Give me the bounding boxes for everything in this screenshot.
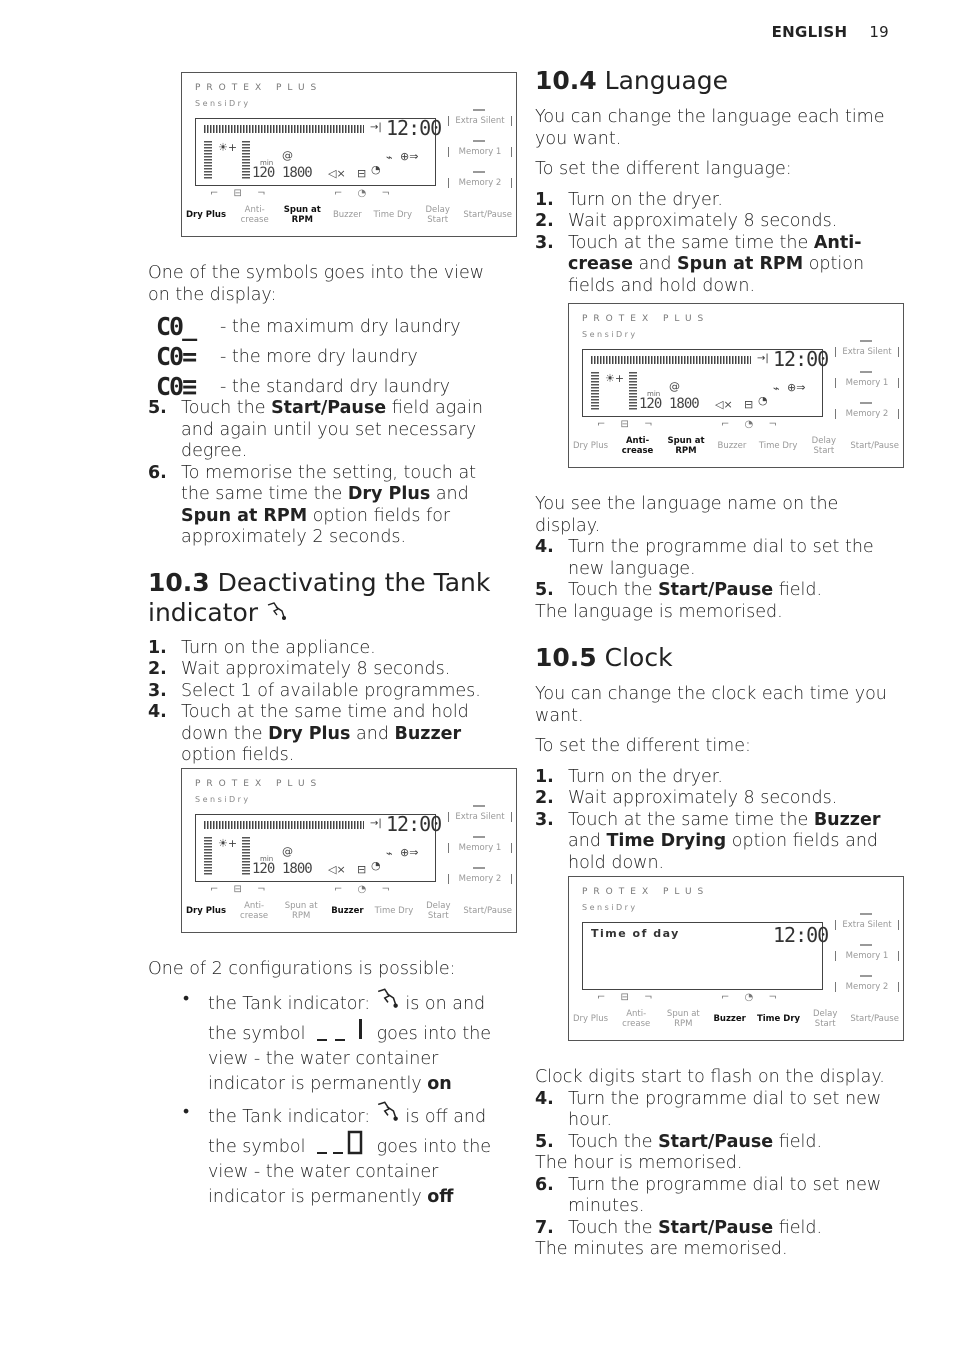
list-item: • the Tank indicator: is on and the symbol goes into the view - the water container indicator is permanently on: [183, 988, 492, 1094]
water-container-empty-symbol: [311, 1130, 371, 1156]
panel-subbrand: SensiDry: [582, 330, 638, 339]
delay-icon: ⊟: [357, 863, 367, 876]
panel-brand: PROTEX PLUS: [195, 779, 323, 789]
dry-plus-button[interactable]: Dry Plus: [573, 440, 609, 451]
level-bars-right: [242, 837, 250, 875]
control-panel-3: [568, 303, 904, 468]
globe-icon: ⊕⇒: [400, 846, 419, 859]
panel-indicator-marks: ⌐ ⊟ ¬: [597, 419, 659, 430]
panel-indicator-marks: ⌐ ◔ ¬: [721, 992, 783, 1003]
clock-steps: [535, 767, 887, 875]
control-panel-1: [181, 72, 517, 237]
program-time: 120: [252, 165, 275, 181]
symbol-row: [148, 372, 498, 401]
right-column-bottom: [535, 1067, 887, 1261]
extra-silent-button[interactable]: Extra Silent: [835, 347, 899, 357]
panel-button-row: [573, 437, 899, 456]
globe-icon: ⊕⇒: [787, 381, 806, 394]
end-arrow-icon: →|: [370, 122, 382, 133]
memory-2-button[interactable]: Memory 2: [835, 409, 899, 419]
paragraph: The language is memorised.: [535, 601, 783, 622]
level-bars-left: [204, 837, 212, 875]
clock-readout: 12:00: [773, 347, 829, 371]
end-arrow-icon: →|: [370, 818, 382, 829]
clock-steps-c: [535, 1175, 887, 1240]
panel-subbrand: SensiDry: [195, 99, 251, 108]
start-pause-button[interactable]: Start/Pause: [463, 209, 512, 220]
level-bars-right: [629, 372, 637, 410]
delay-start-button[interactable]: Delay Start: [426, 901, 451, 921]
panel-indicator-marks: ⌐ ◔ ¬: [721, 419, 783, 430]
rpm-readout: 1800: [282, 165, 312, 181]
spin-icon: @: [282, 845, 293, 858]
right-column: [535, 66, 887, 297]
dry-level-symbol: C0=: [156, 342, 196, 371]
paragraph: Clock digits start to flash on the display.: [535, 1067, 885, 1087]
list-item: 4. Turn the programme dial to set the new language.: [535, 537, 874, 579]
symbol-row: [148, 313, 498, 343]
list-item: 3. Touch at the same time the Buzzer and Time Drying option fields and hold down.: [535, 809, 881, 873]
tank-icon: ⌁: [386, 151, 393, 164]
level-bars-right: [242, 141, 250, 179]
memory-1-button[interactable]: Memory 1: [835, 951, 899, 961]
min-label: min: [260, 159, 274, 167]
level-bars-left: [204, 141, 212, 179]
progress-bar: [591, 356, 751, 364]
buzzer-icon: ◁×: [328, 863, 346, 876]
program-time: 120: [252, 861, 275, 877]
left-column-bottom: [148, 959, 508, 1210]
delay-start-button[interactable]: Delay Start: [811, 436, 837, 456]
language-steps: [535, 190, 887, 298]
list-item: 2. Wait approximately 8 seconds.: [148, 659, 451, 679]
panel-subbrand: SensiDry: [195, 795, 251, 804]
end-arrow-icon: →|: [757, 353, 769, 364]
panel-display: [195, 812, 442, 882]
sun-icon: ☀+: [218, 141, 238, 154]
paragraph: You can change the clock each time you want.: [535, 684, 887, 726]
spun-rpm-button[interactable]: Spun at RPM: [667, 436, 705, 456]
panel-indicator-marks: ⌐ ⊟ ¬: [210, 884, 272, 895]
start-pause-button[interactable]: Start/Pause: [850, 1013, 899, 1024]
dry-plus-button[interactable]: Dry Plus: [186, 905, 227, 916]
time-dry-button[interactable]: Time Dry: [756, 1013, 801, 1024]
panel-brand: PROTEX PLUS: [582, 314, 710, 324]
clock-icon: ◔: [371, 163, 381, 176]
left-column: [148, 263, 498, 767]
list-item: 4. Turn the programme dial to set new hour.: [535, 1088, 882, 1130]
symbol-row: [148, 343, 498, 373]
list-item: 5. Touch the Start/Pause field.: [535, 580, 823, 600]
clock-steps-b: [535, 1089, 887, 1154]
list-item: 1. Turn on the dryer.: [535, 766, 723, 787]
clock-icon: ◔: [371, 859, 381, 872]
tank-icon: ⌁: [773, 382, 780, 395]
tank-icon: [376, 987, 400, 1009]
list-item: • the Tank indicator: is off and the symbol goes into the view - the water container indicator is permanently off: [183, 1101, 492, 1207]
config-intro: One of 2 configurations is possible:: [148, 959, 456, 979]
panel-subbrand: SensiDry: [582, 903, 638, 912]
section-heading-10-3: 10.3 Deactivating the Tank indicator: [148, 567, 491, 627]
dry-plus-button[interactable]: Dry Plus: [186, 209, 227, 220]
tank-icon: [376, 1100, 400, 1122]
buzzer-button[interactable]: Buzzer: [713, 1013, 746, 1024]
clock-icon: ◔: [758, 394, 768, 407]
list-item: 5. Touch the Start/Pause field again and again until you set necessary degree.: [148, 398, 483, 461]
list-item: 4. Touch at the same time and hold down the Dry Plus and Buzzer option fields.: [148, 702, 469, 765]
delay-icon: ⊟: [357, 167, 367, 180]
progress-bar: [204, 125, 364, 133]
memory-2-button[interactable]: Memory 2: [835, 982, 899, 992]
panel-button-row: [186, 902, 512, 921]
level-bars-left: [591, 372, 599, 410]
memory-1-button[interactable]: Memory 1: [448, 147, 512, 157]
panel-indicator-marks: ⌐ ◔ ¬: [334, 188, 396, 199]
list-item: 3. Select 1 of available programmes.: [148, 680, 481, 701]
list-item: 1. Turn on the appliance.: [148, 637, 376, 658]
section-heading-10-5: 10.5 Clock: [535, 643, 673, 672]
buzzer-button[interactable]: Buzzer: [717, 440, 747, 451]
extra-silent-button[interactable]: Extra Silent: [448, 116, 512, 126]
extra-silent-button[interactable]: Extra Silent: [835, 920, 899, 930]
dry-level-symbol: C0≡: [156, 372, 196, 401]
extra-silent-button[interactable]: Extra Silent: [448, 812, 512, 822]
min-label: min: [260, 855, 274, 863]
delay-start-button[interactable]: Delay Start: [812, 1009, 838, 1029]
water-container-full-symbol: [311, 1017, 371, 1043]
memory-2-button[interactable]: Memory 2: [448, 178, 512, 188]
memory-1-button[interactable]: Memory 1: [835, 378, 899, 388]
buzzer-button[interactable]: Buzzer: [332, 209, 362, 220]
steps-list-a: [148, 398, 498, 549]
sun-icon: ☀+: [218, 837, 238, 850]
spun-rpm-button[interactable]: Spun at RPM: [666, 1009, 700, 1029]
anti-crease-button[interactable]: Anti-crease: [622, 1009, 651, 1029]
spin-icon: @: [282, 149, 293, 162]
page-header: [772, 23, 889, 41]
panel-brand: PROTEX PLUS: [195, 83, 323, 93]
buzzer-icon: ◁×: [715, 398, 733, 411]
symbols-intro: One of the symbols goes into the view on the display:: [148, 263, 485, 305]
memory-2-button[interactable]: Memory 2: [448, 874, 512, 884]
time-dry-button[interactable]: Time Dry: [374, 905, 414, 916]
anti-crease-button[interactable]: Anti-crease: [621, 436, 654, 456]
list-item: 3. Touch at the same time the Anti-crease and Spun at RPM option fields and hold down.: [535, 232, 865, 296]
panel-indicator-marks: ⌐ ⊟ ¬: [210, 188, 272, 199]
config-list: [148, 987, 508, 1210]
panel-brand: PROTEX PLUS: [582, 887, 710, 897]
clock-readout: 12:00: [773, 923, 829, 947]
rpm-readout: 1800: [669, 396, 699, 412]
paragraph: The hour is memorised.: [535, 1153, 743, 1173]
delay-start-button[interactable]: Delay Start: [425, 205, 450, 225]
panel-display: [582, 347, 829, 417]
right-column-mid: [535, 494, 887, 874]
dry-plus-button[interactable]: Dry Plus: [573, 1013, 609, 1024]
section-heading-10-4: 10.4 Language: [535, 66, 729, 95]
memory-1-button[interactable]: Memory 1: [448, 843, 512, 853]
panel-button-row: [186, 206, 512, 225]
time-dry-button[interactable]: Time Dry: [373, 209, 413, 220]
paragraph: To set the different language:: [535, 159, 792, 179]
paragraph: You can change the language each time you want.: [535, 107, 885, 149]
progress-bar: [204, 821, 364, 829]
start-pause-button[interactable]: Start/Pause: [463, 905, 512, 916]
globe-icon: ⊕⇒: [400, 150, 419, 163]
control-panel-2: [181, 768, 517, 933]
page-number: 19: [869, 23, 889, 41]
list-item: 7. Touch the Start/Pause field.: [535, 1217, 823, 1238]
paragraph: The minutes are memorised.: [535, 1239, 788, 1259]
panel-indicator-marks: ⌐ ⊟ ¬: [597, 992, 659, 1003]
buzzer-icon: ◁×: [328, 167, 346, 180]
language-steps-b: [535, 537, 887, 602]
min-label: min: [647, 390, 661, 398]
tank-icon: [266, 601, 288, 621]
clock-readout: 12:00: [386, 116, 442, 140]
time-dry-button[interactable]: Time Dry: [758, 440, 798, 451]
symbol-desc: - the more dry laundry: [220, 347, 418, 367]
list-item: 2. Wait approximately 8 seconds.: [535, 211, 838, 231]
start-pause-button[interactable]: Start/Pause: [850, 440, 899, 451]
list-item: 5. Touch the Start/Pause field.: [535, 1131, 823, 1152]
time-of-day-label: Time of day: [591, 927, 680, 940]
clock-readout: 12:00: [386, 812, 442, 836]
rpm-readout: 1800: [282, 861, 312, 877]
panel-display: [195, 116, 442, 186]
spun-rpm-button[interactable]: Spun at RPM: [284, 901, 318, 921]
buzzer-button[interactable]: Buzzer: [331, 905, 364, 916]
list-item: 6. To memorise the setting, touch at the same time the Dry Plus and Spun at RPM option fields for approximately 2 seconds.: [148, 462, 477, 547]
tank-icon: ⌁: [386, 847, 393, 860]
list-item: 1. Turn on the dryer.: [535, 189, 723, 210]
panel-button-row: [573, 1010, 899, 1029]
program-time: 120: [639, 396, 662, 412]
sun-icon: ☀+: [605, 372, 625, 385]
header-language: ENGLISH: [771, 23, 848, 41]
anti-crease-button[interactable]: Anti-crease: [240, 901, 269, 921]
steps-list-b: [148, 638, 498, 767]
paragraph: You see the language name on the display.: [535, 494, 839, 536]
symbol-desc: - the maximum dry laundry: [220, 317, 461, 337]
list-item: 2. Wait approximately 8 seconds.: [535, 788, 838, 808]
symbol-desc: - the standard dry laundry: [220, 377, 450, 397]
panel-indicator-marks: ⌐ ◔ ¬: [334, 884, 396, 895]
list-item: 6. Turn the programme dial to set new minutes.: [535, 1174, 882, 1216]
anti-crease-button[interactable]: Anti-crease: [240, 205, 269, 225]
spun-rpm-button[interactable]: Spun at RPM: [283, 205, 321, 225]
delay-icon: ⊟: [744, 398, 754, 411]
control-panel-4: [568, 876, 904, 1041]
spin-icon: @: [669, 380, 680, 393]
panel-display: [582, 922, 829, 990]
paragraph: To set the different time:: [535, 736, 751, 756]
dry-level-symbol: C0_: [156, 312, 196, 341]
